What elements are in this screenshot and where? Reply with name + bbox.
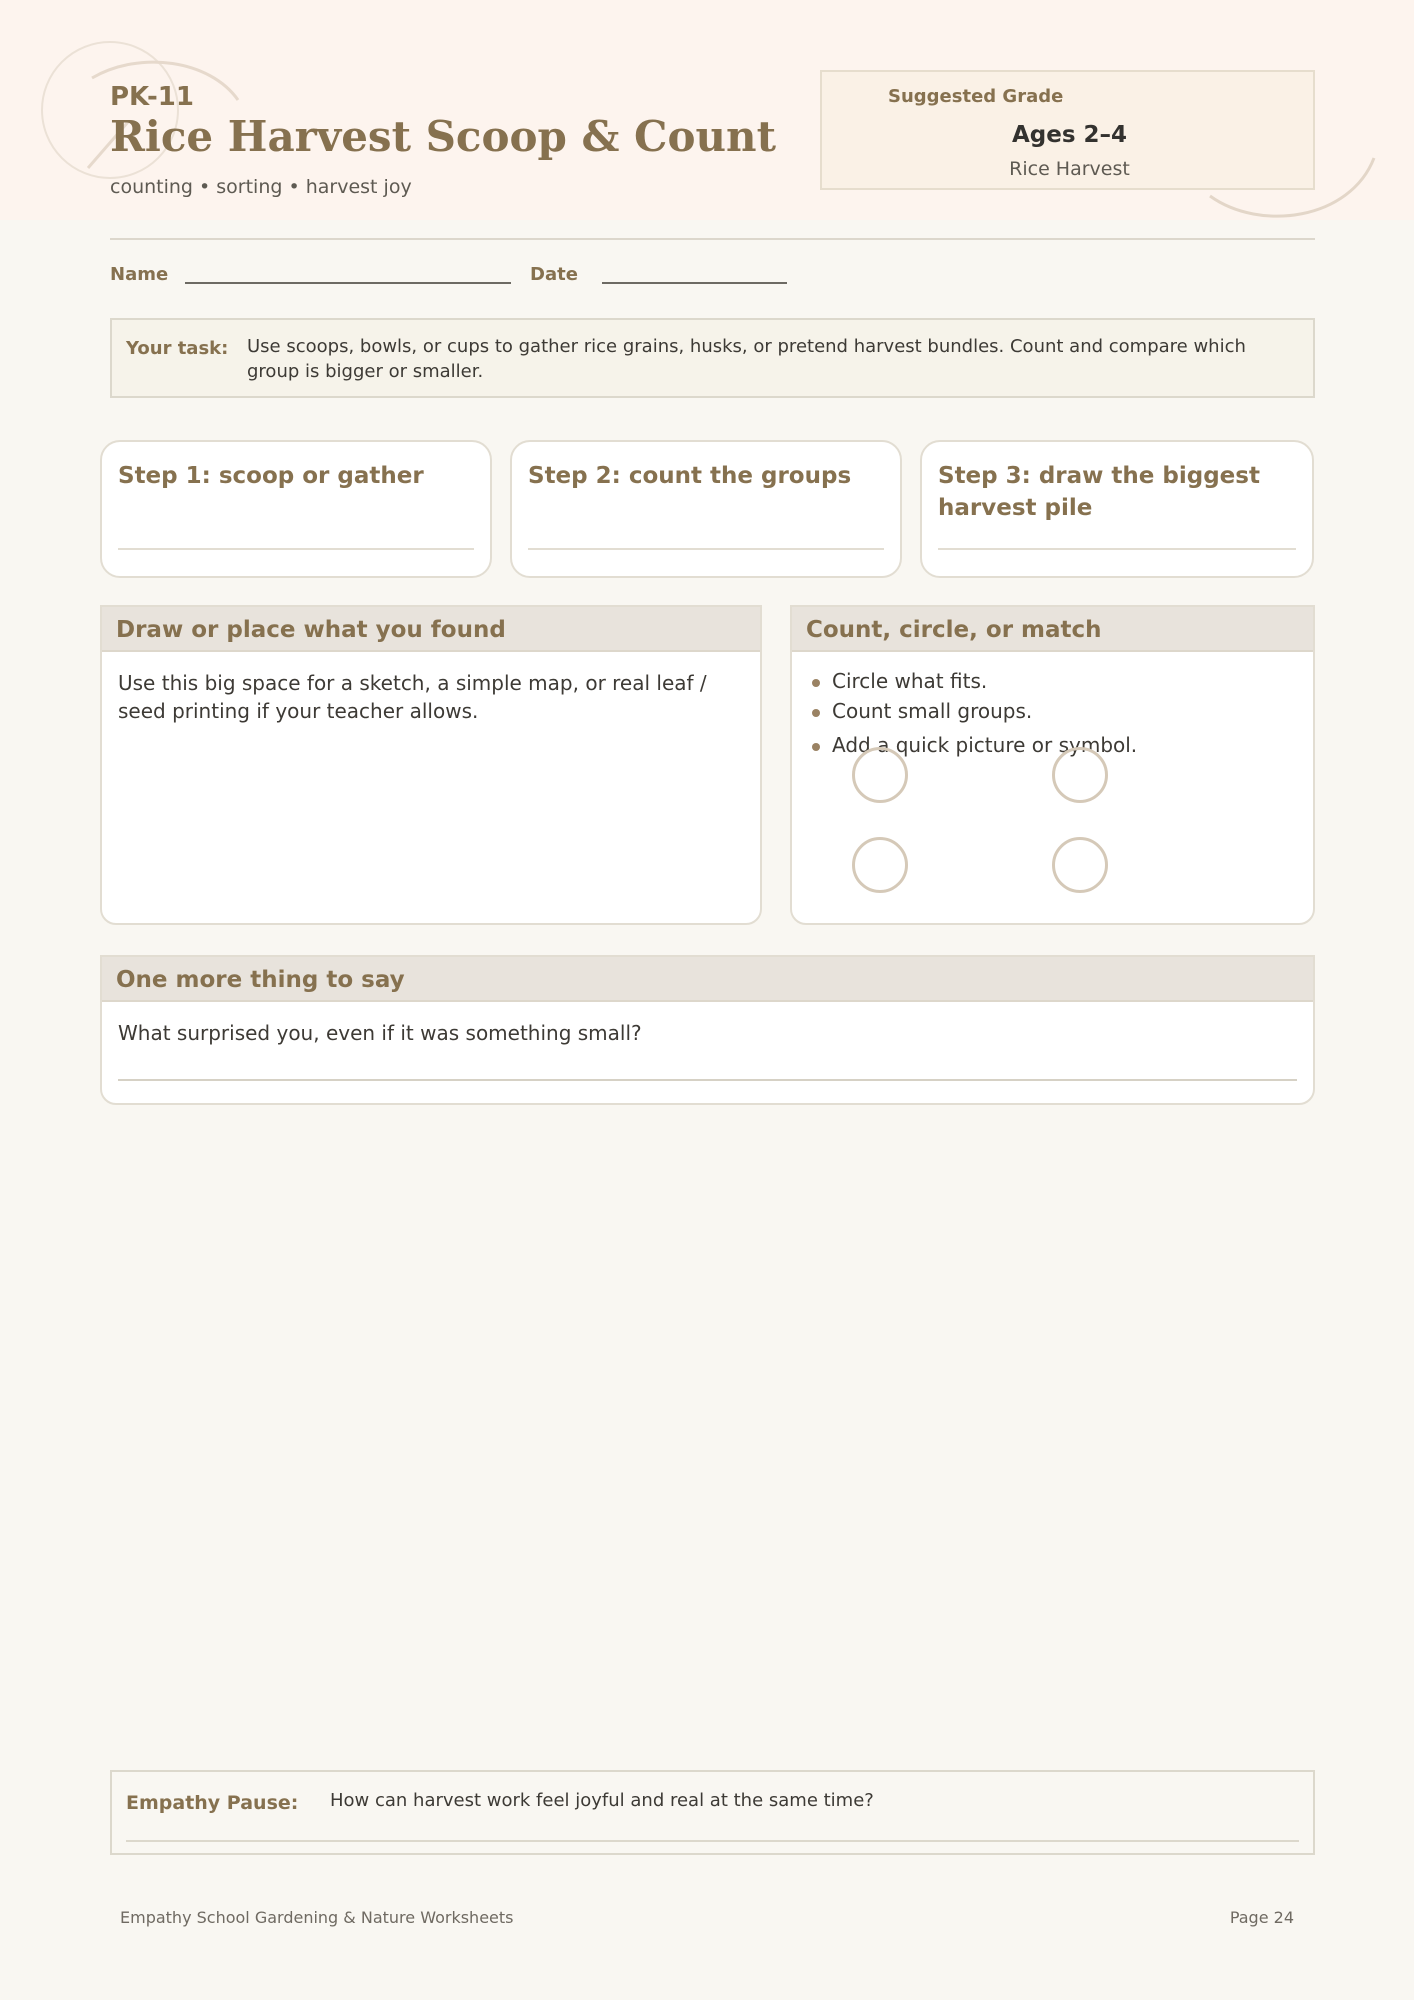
reflect-prompt: What surprised you, even if it was something small? (118, 1021, 642, 1045)
reflect-answer-line[interactable] (118, 1079, 1297, 1081)
page-title: Rice Harvest Scoop & Count (110, 112, 776, 161)
grade-box (820, 70, 1315, 190)
task-text: Use scoops, bowls, or cups to gather rice grains, husks, or pretend harvest bundles. Count and compare which group is bigger or smaller. (247, 336, 1246, 382)
draw-panel[interactable] (100, 605, 762, 925)
panel-header (792, 607, 1313, 652)
step-card-3[interactable] (920, 440, 1314, 578)
step-answer-line (118, 548, 474, 550)
count-panel (790, 605, 1315, 925)
date-label: Date (530, 264, 578, 285)
panel-title: One more thing to say (116, 967, 405, 993)
panel-title: Draw or place what you found (116, 617, 506, 643)
worksheet-code: PK-11 (110, 82, 194, 112)
grade-topic: Rice Harvest (1009, 158, 1130, 180)
panel-header (102, 607, 760, 652)
grade-value: Ages 2–4 (1011, 122, 1128, 148)
list-item: Count small groups. (812, 699, 1137, 733)
pause-answer-line[interactable] (126, 1840, 1299, 1842)
panel-header (102, 957, 1313, 1002)
pause-text: How can harvest work feel joyful and real at the same time? (330, 1790, 874, 1811)
circle-target[interactable] (852, 837, 908, 893)
list-item: Add a quick picture or symbol. (812, 733, 1137, 757)
grade-label: Suggested Grade (888, 86, 1064, 107)
reflect-panel (100, 955, 1315, 1105)
draw-instructions: Use this big space for a sketch, a simple map, or real leaf / seed printing if your teacher allows. (118, 671, 707, 723)
page-subtitle: counting • sorting • harvest joy (110, 176, 412, 198)
step-title: Step 1: scoop or gather (118, 463, 424, 489)
step-card-2[interactable] (510, 440, 902, 578)
task-box (110, 318, 1315, 398)
name-label: Name (110, 264, 169, 285)
footer-series: Empathy School Gardening & Nature Worksheets (120, 1908, 514, 1927)
panel-title: Count, circle, or match (806, 617, 1102, 643)
footer-page-number: Page 24 (1229, 1908, 1294, 1927)
name-field[interactable] (185, 282, 511, 284)
date-field[interactable] (602, 282, 787, 284)
circle-target[interactable] (1052, 747, 1108, 803)
circle-target[interactable] (852, 747, 908, 803)
step-title: Step 3: draw the biggest harvest pile (938, 463, 1260, 521)
step-answer-line (938, 548, 1296, 550)
task-label: Your task: (126, 338, 229, 359)
step-answer-line (528, 548, 884, 550)
pause-label: Empathy Pause: (126, 1792, 299, 1814)
count-bullets (812, 669, 1137, 757)
circle-target[interactable] (1052, 837, 1108, 893)
list-item: Circle what fits. (812, 669, 1137, 699)
step-card-1[interactable] (100, 440, 492, 578)
empathy-pause-box (110, 1770, 1315, 1855)
header-divider (110, 238, 1315, 240)
step-title: Step 2: count the groups (528, 463, 852, 489)
